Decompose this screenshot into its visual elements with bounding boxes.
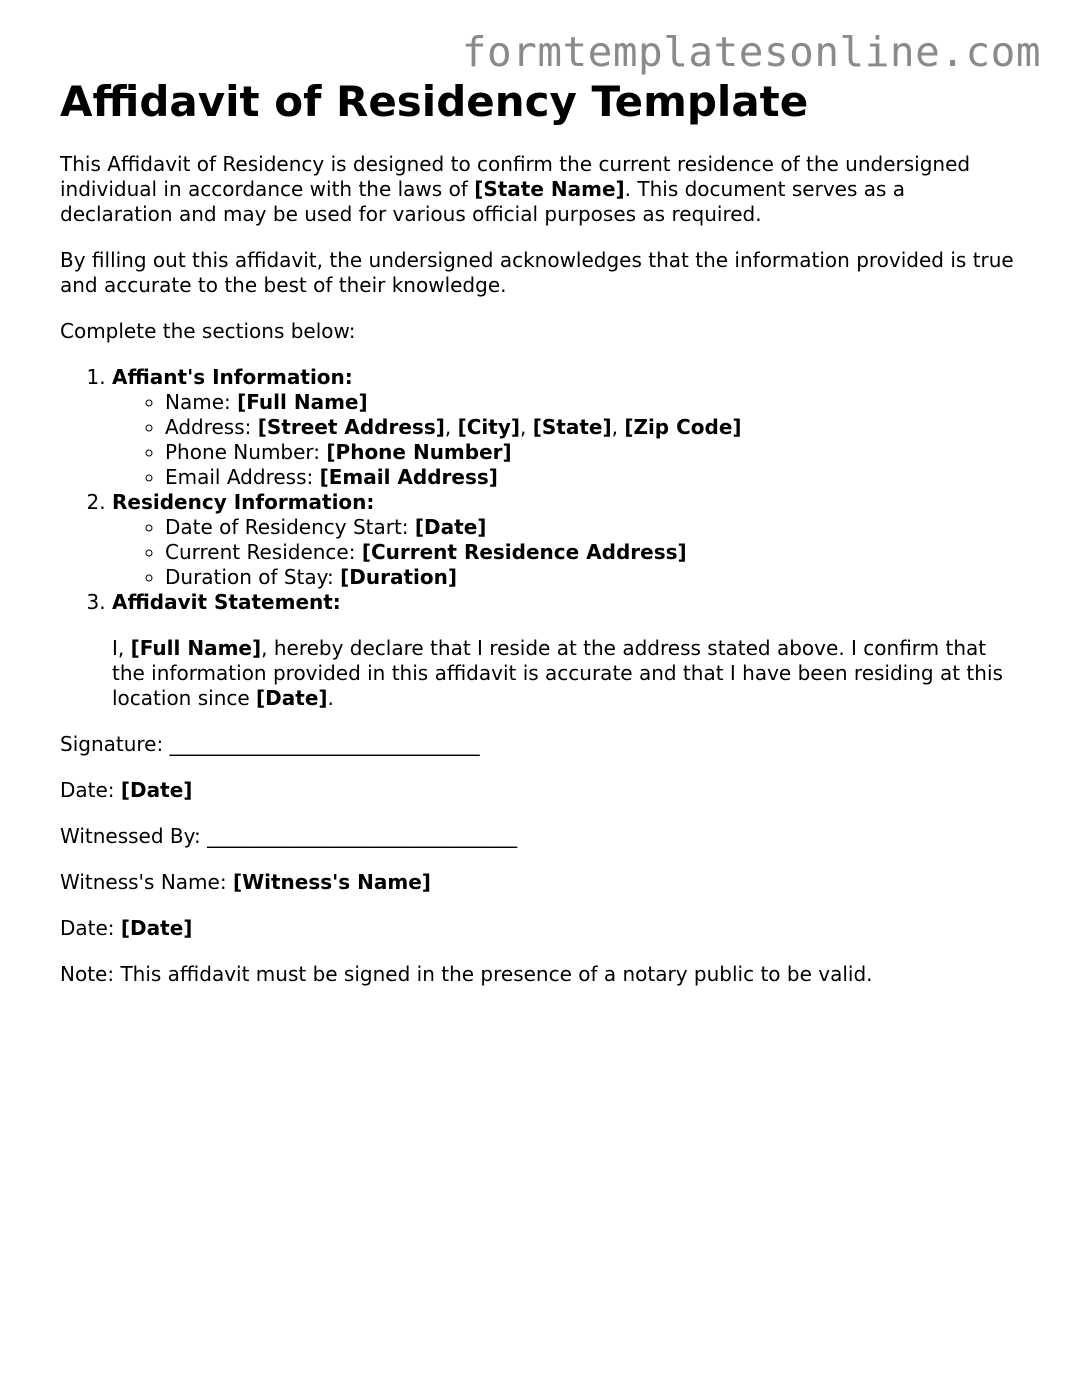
- intro-text-b: . This document serves as a declaration and may be used for various official purposes as required.: [60, 177, 906, 227]
- field-label: Phone Number:: [165, 440, 327, 465]
- field-label: Duration of Stay:: [165, 565, 341, 590]
- document-title: Affidavit of Residency Template: [60, 77, 809, 126]
- field-current-residence: [165, 540, 1020, 565]
- date-placeholder: [Date]: [120, 778, 193, 803]
- field-label: Current Residence:: [165, 540, 362, 565]
- signature-line: Signature: _______________________________: [60, 732, 480, 757]
- witnessed-by-line: Witnessed By: _______________________________: [60, 824, 518, 849]
- field-label: Email Address:: [165, 465, 320, 490]
- acknowledgement-paragraph: By filling out this affidavit, the undersigned acknowledges that the information provided is true and accurate to the best of their knowledge.: [60, 248, 1014, 298]
- field-label: Name:: [165, 390, 238, 415]
- section-residency: [112, 490, 1020, 590]
- zip-placeholder: [Zip Code]: [624, 415, 742, 440]
- field-phone: [165, 440, 1020, 465]
- date-placeholder: [Date]: [256, 686, 328, 711]
- statement-part: , hereby declare that I reside at the address stated above. I confirm that the information provided in this affidavit is accurate and that I have been residing at this location since: [112, 636, 1003, 711]
- section-heading: Residency Information:: [112, 490, 375, 515]
- date-placeholder: [Date]: [120, 916, 193, 941]
- intro-text-a: This Affidavit of Residency is designed to confirm the current residence of the undersigned individual in accordance with the laws of: [60, 152, 971, 202]
- full-name-placeholder: [Full Name]: [130, 636, 262, 661]
- state-name-placeholder: [State Name]: [474, 177, 625, 202]
- witness-date-line: [60, 916, 1020, 941]
- street-placeholder: [Street Address]: [257, 415, 445, 440]
- city-placeholder: [City]: [457, 415, 520, 440]
- separator: ,: [520, 415, 533, 440]
- separator: ,: [444, 415, 458, 440]
- statement-part: .: [327, 686, 334, 711]
- field-email: [165, 465, 1020, 490]
- intro-paragraph: [60, 152, 1020, 227]
- residency-fields: [112, 515, 1020, 590]
- field-placeholder: [Full Name]: [237, 390, 368, 415]
- document-body: [60, 78, 1020, 1008]
- field-label: Address:: [165, 415, 258, 440]
- watermark: formtemplatesonline.com: [461, 28, 1041, 76]
- field-label: Date:: [60, 916, 121, 941]
- field-address: [165, 415, 1020, 440]
- field-duration: [165, 565, 1020, 590]
- field-placeholder: [Date]: [414, 515, 487, 540]
- field-placeholder: [Phone Number]: [326, 440, 512, 465]
- witness-name-line: [60, 870, 1020, 895]
- statement-text: [112, 636, 1020, 711]
- instructions-text: Complete the sections below:: [60, 319, 356, 344]
- field-placeholder: [Duration]: [340, 565, 458, 590]
- sections-list: [60, 365, 1020, 711]
- section-statement: [112, 590, 1020, 711]
- field-label: Witness's Name:: [60, 870, 233, 895]
- section-affiant: [112, 365, 1020, 490]
- field-label: Date:: [60, 778, 121, 803]
- section-heading: Affiant's Information:: [112, 365, 353, 390]
- field-placeholder: [Current Residence Address]: [361, 540, 687, 565]
- statement-part: I,: [112, 636, 131, 661]
- field-placeholder: [Email Address]: [319, 465, 498, 490]
- section-heading: Affidavit Statement:: [112, 590, 341, 615]
- separator: ,: [611, 415, 625, 440]
- witness-name-placeholder: [Witness's Name]: [232, 870, 431, 895]
- notary-note: Note: This affidavit must be signed in the presence of a notary public to be valid.: [60, 962, 873, 987]
- state-placeholder: [State]: [532, 415, 612, 440]
- date-line: [60, 778, 1020, 803]
- affiant-fields: [112, 390, 1020, 490]
- field-residency-start: [165, 515, 1020, 540]
- field-name: [165, 390, 1020, 415]
- field-label: Date of Residency Start:: [165, 515, 415, 540]
